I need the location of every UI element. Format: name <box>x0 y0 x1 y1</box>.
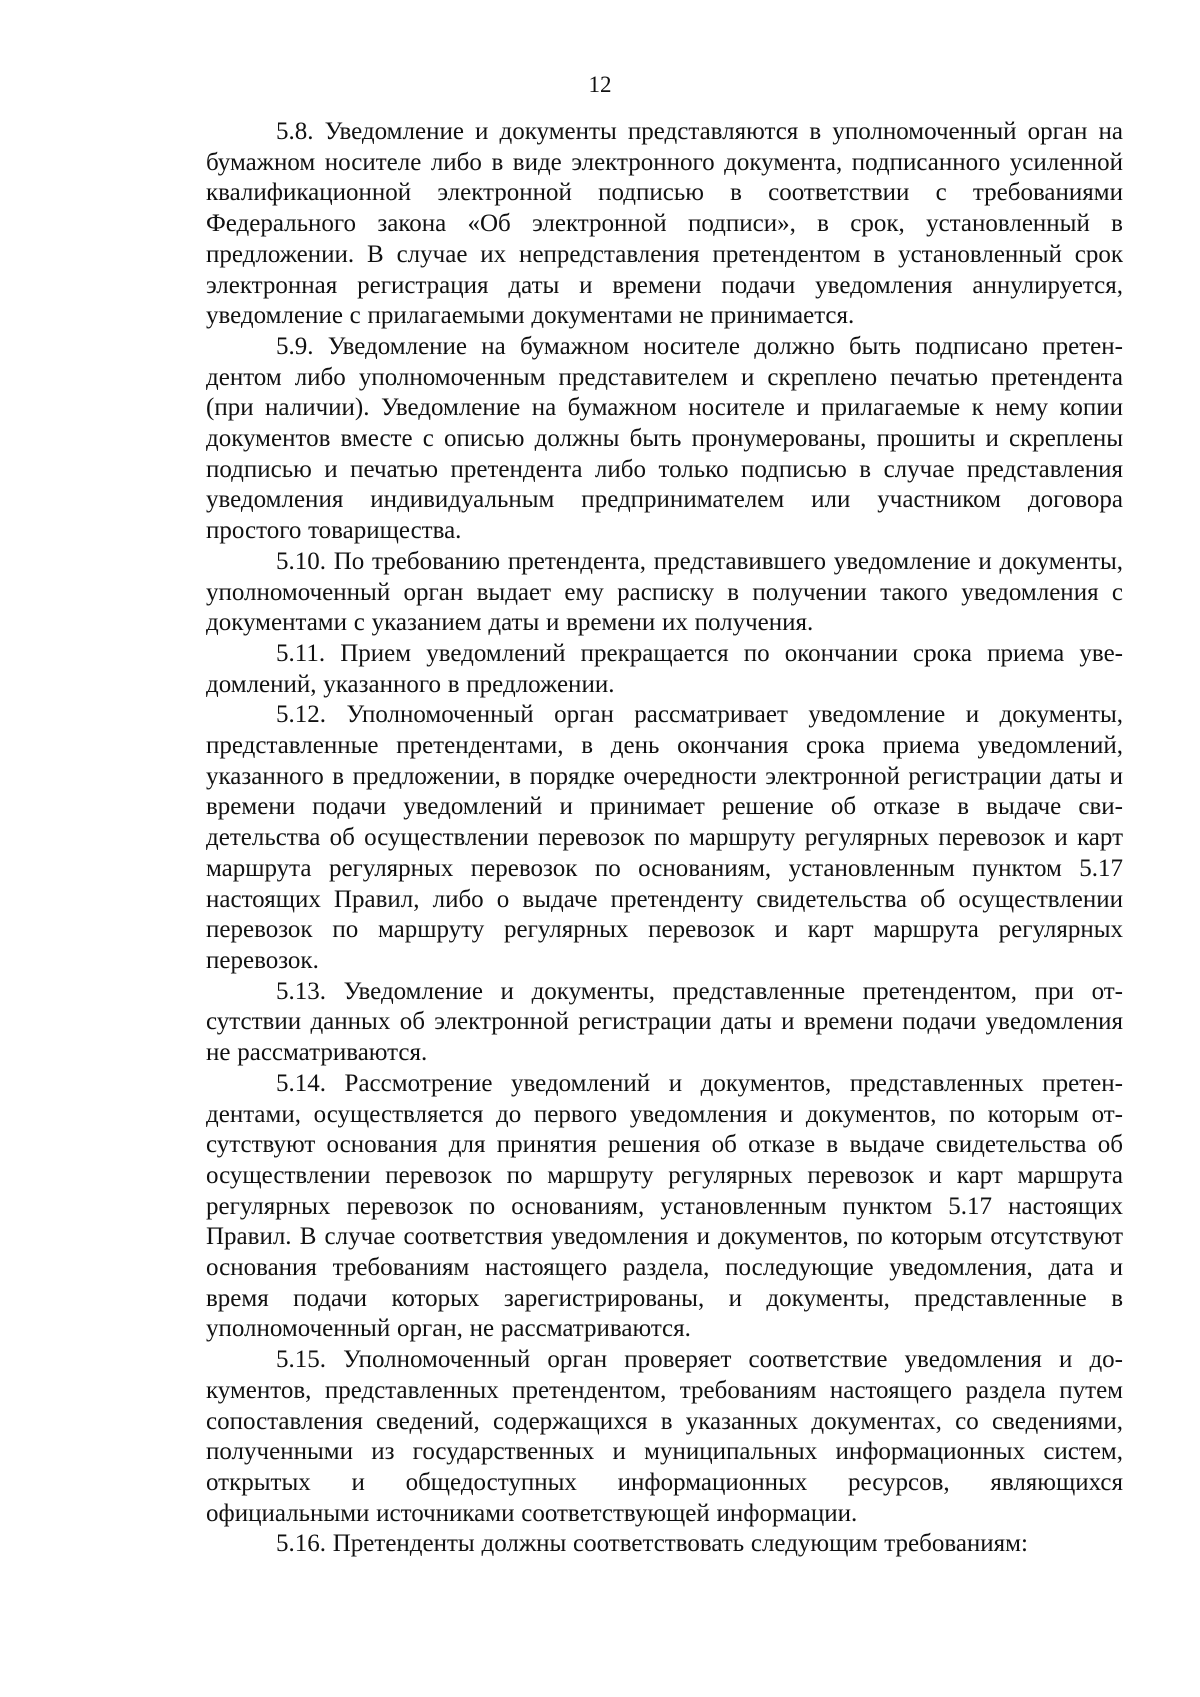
paragraph-5-13: 5.13. Уведомление и документы, представленные претендентом, при отсутствии данных об электронной регистрации даты и времени подачи уведомления не рассматриваются. <box>206 977 1123 1067</box>
paragraph-5-10: 5.10. По требованию претендента, представившего уведомление и документы, уполномоченный орган выдает ему расписку в получении такого уведомления с документами с указанием даты и времени их получения. <box>206 547 1123 637</box>
paragraph-5-16: 5.16. Претенденты должны соответствовать следующим требованиям: <box>276 1530 1028 1558</box>
paragraph-5-11: 5.11. Прием уведомлений прекращается по окончании срока приема уведомлений, указанного в предложении. <box>206 639 1123 698</box>
document-body <box>206 117 1123 1560</box>
paragraph-5-14: 5.14. Рассмотрение уведомлений и документов, представленных претендентами, осуществляется до первого уведомления и документов, по которым отсутствуют основания для принятия решения об отказе в выдаче свидетельства об осуществлении перевозок по маршруту регулярных перевозок и карт маршрута регулярных перевозок по основаниям, установленным пунктом 5.17 настоящих Правил. В случае соответствия уведомления и документов, по которым отсутствуют основания требованиям настоящего раздела, последующие уведомления, дата и время подачи которых зарегистрированы, и документы, представленные в уполномоченный орган, не рассматриваются. <box>206 1069 1123 1343</box>
page-number: 12 <box>588 72 612 97</box>
paragraph-5-8: 5.8. Уведомление и документы представляются в уполномоченный орган на бумажном носителе либо в виде электронного документа, подписанного усиленной квалификационной электронной подписью в соответствии с требованиями Федерального закона «Об электронной подписи», в срок, установленный в предложении. В случае их непредставления претендентом в установленный срок электронная регистрация даты и времени подачи уведомления аннулируется, уведомление с прилагаемыми документами не принимается. <box>206 118 1123 330</box>
paragraph-5-15: 5.15. Уполномоченный орган проверяет соответствие уведомления и документов, представленных претендентом, требованиям настоящего раздела путем сопоставления сведений, содержащихся в указанных документах, со сведениями, полученными из государственных и муниципальных информационных систем, открытых и общедоступных информационных ресурсов, являющихся официальными источниками соответствующей информации. <box>206 1346 1123 1527</box>
paragraph-5-9: 5.9. Уведомление на бумажном носителе должно быть подписано претендентом либо уполномоченным представителем и скреплено печатью претендента (при наличии). Уведомление на бумажном носителе и прилагаемые к нему копии документов вместе с описью должны быть пронумерованы, прошиты и скреплены подписью и печатью претендента либо только подписью в случае представления уведомления индивидуальным предпринимателем или участником договора простого товарищества. <box>206 332 1123 545</box>
paragraph-5-12: 5.12. Уполномоченный орган рассматривает уведомление и документы, представленные претендентами, в день окончания срока приема уведомлений, указанного в предложении, в порядке очередности электронной регистрации даты и времени подачи уведомлений и принимает решение об отказе в выдаче свидетельства об осуществлении перевозок по маршруту регулярных перевозок и карт маршрута регулярных перевозок по основаниям, установленным пунктом 5.17 настоящих Правил, либо о выдаче претенденту свидетельства об осуществлении перевозок по маршруту регулярных перевозок и карт маршрута регулярных перевозок. <box>206 701 1123 974</box>
